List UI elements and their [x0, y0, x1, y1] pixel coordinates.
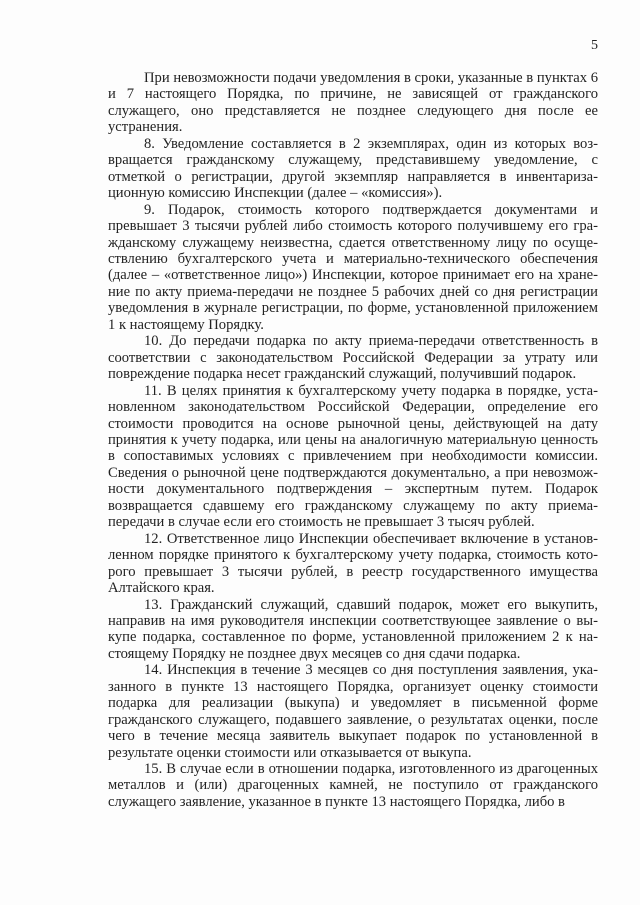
paragraph-10: 10. До передачи подарка по акту приема-передачи ответственность в соответствии с законодательством Российской Федерации за утрату или повреждение подарка несет гражданский служащий, получивший подарок.: [108, 333, 598, 383]
paragraph-12: 12. Ответственное лицо Инспекции обеспечивает включение в установленном порядке принятого к бухгалтерскому учету подарка, стоимость которого превышает 3 тысячи рублей, в реестр государственного имущества Алтайского края.: [108, 530, 598, 597]
paragraph-11: 11. В целях принятия к бухгалтерскому учету подарка в порядке, установленном законодательством Российской Федерации, определение его стоимости проводится на основе рыночной цены, действующей на дату принятия к учету подарка, или цены на аналогичную материальную ценность в сопоставимых условиях с привлечением при необходимости комиссии. Сведения о рыночной цене подтверждаются документально, а при невозможности документального подтверждения – экспертным путем. Подарок возвращается сдавшему его гражданскому служащему по акту приема-передачи в случае если его стоимость не превышает 3 тысяч рублей.: [108, 382, 598, 531]
paragraph-14: 14. Инспекция в течение 3 месяцев со дня поступления заявления, указанного в пункте 13 настоящего Порядка, организует оценку стоимости подарка для реализации (выкупа) и уведомляет в письменной форме гражданского служащего, подавшего заявление, о результатах оценки, после чего в течение месяца заявитель выкупает подарок по установленной в результате оценки стоимости или отказывается от выкупа.: [108, 662, 598, 761]
paragraph-15: 15. В случае если в отношении подарка, изготовленного из драгоценных металлов и (или) драгоценных камней, не поступило от гражданского служащего заявление, указанное в пункте 13 настоящего Порядка, либо в: [108, 761, 598, 810]
paragraph-intro: При невозможности подачи уведомления в сроки, указанные в пунктах 6 и 7 настоящего Порядка, по причине, не зависящей от гражданского служащего, оно представляется не позднее следующего дня после ее устранения.: [108, 70, 598, 136]
paragraph-13: 13. Гражданский служащий, сдавший подарок, может его выкупить, направив на имя руководителя инспекции соответствующее заявление о выкупе подарка, составленное по форме, установленной приложением 2 к настоящему Порядку не позднее двух месяцев со дня сдачи подарка.: [108, 596, 598, 662]
paragraph-8: 8. Уведомление составляется в 2 экземплярах, один из которых возвращается гражданскому служащему, представившему уведомление, с отметкой о регистрации, другой экземпляр направляется в инвентаризационную комиссию Инспекции (далее – «комиссия»).: [108, 135, 598, 202]
document-body: [108, 70, 598, 810]
page-number: 5: [591, 38, 598, 53]
paragraph-9: 9. Подарок, стоимость которого подтверждается документами и превышает 3 тысячи рублей либо стоимость которого получившему его гражданскому служащему неизвестна, сдается ответственному лицу по осуществлению бухгалтерского учета и материально-технического обеспечения (далее – «ответственное лицо») Инспекции, которое принимает его на хранение по акту приема-передачи не позднее 5 рабочих дней со дня регистрации уведомления в журнале регистрации, по форме, установленной приложением 1 к настоящему Порядку.: [108, 201, 598, 333]
